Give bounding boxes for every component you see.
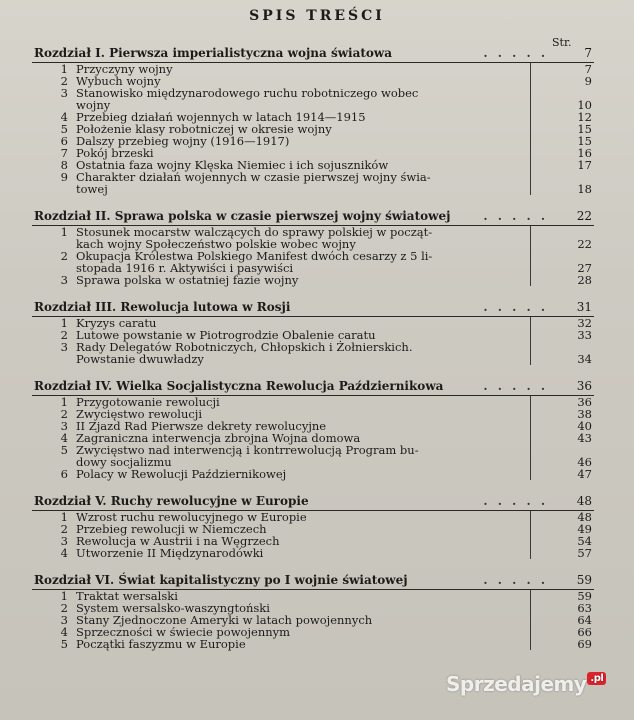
entry-page-number: 66 [577, 625, 592, 639]
entry-number: 5 [60, 122, 68, 136]
entry-title-line: Stany Zjednoczone Ameryki w latach powojennych [76, 613, 373, 627]
chapter-entries [32, 226, 594, 286]
entry-title [76, 250, 562, 274]
page-column-label: Str. [552, 36, 572, 49]
entry-page-number: 47 [577, 467, 592, 481]
entry-page-number: 18 [577, 182, 592, 196]
entry-title-line: stopada 1916 r. Aktywiści i pasywiści [76, 261, 294, 275]
entry-title-line: Powstanie dwuwładzy [76, 352, 204, 366]
toc-entry [32, 226, 594, 250]
entry-title [76, 444, 562, 468]
entry-title-line: Przygotowanie rewolucji [76, 395, 220, 409]
entry-page-number: 27 [577, 261, 592, 275]
chapter-heading [34, 573, 592, 589]
dot-leader: . . . . . [483, 573, 548, 587]
entry-title-line: II Zjazd Rad Pierwsze dekrety rewolucyjne [76, 419, 327, 433]
entry-page-number: 69 [577, 637, 592, 651]
entry-page-number: 9 [584, 74, 592, 88]
toc-entry [32, 87, 594, 111]
entry-title [76, 341, 562, 365]
entry-title-line: System wersalsko-waszyngtoński [76, 601, 270, 615]
chapter-heading [34, 379, 592, 395]
dot-leader: . . . . . [483, 494, 548, 508]
entry-page-number: 33 [577, 328, 592, 342]
toc-entry [32, 547, 594, 559]
dot-leader: . . . . . [483, 379, 548, 393]
entry-number: 6 [60, 467, 68, 481]
entry-page-number: 64 [577, 613, 592, 627]
entry-number: 4 [60, 110, 68, 124]
entry-number: 4 [60, 625, 68, 639]
entry-title-line: Pokój brzeski [76, 146, 154, 160]
entry-page-number: 63 [577, 601, 592, 615]
entry-title-line: kach wojny Społeczeństwo polskie wobec wojny [76, 237, 356, 251]
entry-title-line: Sprzeczności w świecie powojennym [76, 625, 291, 639]
toc-entry [32, 250, 594, 274]
chapter-heading [34, 300, 592, 316]
entry-title-line: Zwycięstwo nad interwencją i kontrrewolucją Program bu- [76, 443, 419, 457]
entry-title [76, 87, 562, 111]
entry-number: 6 [60, 134, 68, 148]
entry-number: 3 [60, 273, 68, 287]
entry-page-number: 28 [577, 273, 592, 287]
entry-title-line: Okupacja Królestwa Polskiego Manifest dwóch cesarzy z 5 li- [76, 249, 433, 263]
entry-title-line: Rady Delegatów Robotniczych, Chłopskich i Żołnierskich. [76, 340, 413, 354]
entry-page-number: 49 [577, 522, 592, 536]
chapter-page-number: 48 [576, 494, 592, 508]
chapter-section [0, 573, 634, 650]
entry-title-line: Rewolucja w Austrii i na Węgrzech [76, 534, 280, 548]
chapter-section [0, 46, 634, 195]
entry-title [76, 547, 562, 559]
chapter-page-number: 59 [576, 573, 592, 587]
watermark-logo: Sprzedajemy .pl [446, 672, 606, 696]
entry-page-number: 15 [577, 134, 592, 148]
entry-number: 3 [60, 86, 68, 100]
table-of-contents [0, 46, 634, 650]
chapter-title: Rozdział VI. Świat kapitalistyczny po I wojnie światowej [34, 573, 408, 587]
entry-number: 3 [60, 419, 68, 433]
entry-number: 3 [60, 534, 68, 548]
entry-number: 9 [60, 170, 68, 184]
chapter-entries [32, 590, 594, 650]
entry-title-line: wojny [76, 98, 111, 112]
entry-title-line: towej [76, 182, 108, 196]
chapter-page-number: 36 [576, 379, 592, 393]
entry-page-number: 10 [577, 98, 592, 112]
entry-title-line: Ostatnia faza wojny Klęska Niemiec i ich sojuszników [76, 158, 389, 172]
toc-entry [32, 444, 594, 468]
entry-number: 8 [60, 158, 68, 172]
entry-page-number: 54 [577, 534, 592, 548]
entry-page-number: 22 [577, 237, 592, 251]
chapter-page-number: 31 [576, 300, 592, 314]
chapter-section [0, 494, 634, 559]
chapter-title: Rozdział V. Ruchy rewolucyjne w Europie [34, 494, 309, 508]
entry-page-number: 16 [577, 146, 592, 160]
chapter-page-number: 7 [584, 46, 592, 60]
chapter-entries [32, 63, 594, 195]
entry-page-number: 32 [577, 316, 592, 330]
entry-title-line: Charakter działań wojennych w czasie pierwszej wojny świa- [76, 170, 431, 184]
entry-page-number: 12 [577, 110, 592, 124]
entry-title-line: Sprawa polska w ostatniej fazie wojny [76, 273, 299, 287]
entry-page-number: 40 [577, 419, 592, 433]
entry-title-line: Kryzys caratu [76, 316, 157, 330]
entry-number: 1 [60, 225, 68, 239]
chapter-section [0, 300, 634, 365]
entry-number: 2 [60, 407, 68, 421]
entry-title-line: Lutowe powstanie w Piotrogrodzie Obalenie caratu [76, 328, 376, 342]
toc-entry [32, 171, 594, 195]
entry-number: 5 [60, 637, 68, 651]
entry-title [76, 226, 562, 250]
entry-title-line: Przebieg działań wojennych w latach 1914—1915 [76, 110, 366, 124]
toc-entry [32, 341, 594, 365]
entry-number: 2 [60, 522, 68, 536]
entry-title-line: dowy socjalizmu [76, 455, 172, 469]
entry-title-line: Stosunek mocarstw walczących do sprawy polskiej w począt- [76, 225, 433, 239]
entry-number: 4 [60, 431, 68, 445]
chapter-section [0, 209, 634, 286]
chapter-page-number: 22 [576, 209, 592, 223]
entry-page-number: 15 [577, 122, 592, 136]
chapter-title: Rozdział I. Pierwsza imperialistyczna wojna światowa [34, 46, 393, 60]
entry-page-number: 7 [584, 62, 592, 76]
entry-title-line: Początki faszyzmu w Europie [76, 637, 246, 651]
dot-leader: . . . . . [483, 209, 548, 223]
entry-page-number: 34 [577, 352, 592, 366]
entry-number: 3 [60, 613, 68, 627]
chapter-heading [34, 46, 592, 62]
entry-title-line: Utworzenie II Międzynarodówki [76, 546, 264, 560]
chapter-heading [34, 494, 592, 510]
page-title: SPIS TREŚCI [249, 8, 385, 24]
entry-title-line: Zwycięstwo rewolucji [76, 407, 203, 421]
entry-number: 2 [60, 601, 68, 615]
entry-title-line: Zagraniczna interwencja zbrojna Wojna domowa [76, 431, 361, 445]
entry-page-number: 36 [577, 395, 592, 409]
entry-title-line: Wybuch wojny [76, 74, 161, 88]
entry-number: 4 [60, 546, 68, 560]
entry-number: 5 [60, 443, 68, 457]
entry-page-number: 17 [577, 158, 592, 172]
entry-title [76, 638, 562, 650]
chapter-heading [34, 209, 592, 225]
entry-page-number: 57 [577, 546, 592, 560]
entry-title-line: Dalszy przebieg wojny (1916—1917) [76, 134, 290, 148]
toc-entry [32, 468, 594, 480]
entry-number: 2 [60, 328, 68, 342]
toc-entry [32, 274, 594, 286]
chapter-entries [32, 396, 594, 480]
dot-leader: . . . . . [483, 300, 548, 314]
entry-number: 1 [60, 510, 68, 524]
entry-number: 2 [60, 249, 68, 263]
entry-title-line: Polacy w Rewolucji Październikowej [76, 467, 287, 481]
chapter-entries [32, 317, 594, 365]
entry-number: 1 [60, 316, 68, 330]
chapter-title: Rozdział II. Sprawa polska w czasie pierwszej wojny światowej [34, 209, 451, 223]
chapter-title: Rozdział III. Rewolucja lutowa w Rosji [34, 300, 291, 314]
entry-title-line: Przebieg rewolucji w Niemczech [76, 522, 267, 536]
entry-title [76, 274, 562, 286]
entry-page-number: 43 [577, 431, 592, 445]
entry-title-line: Traktat wersalski [76, 589, 178, 603]
entry-title-line: Przyczyny wojny [76, 62, 173, 76]
entry-title-line: Położenie klasy robotniczej w okresie wojny [76, 122, 332, 136]
entry-title [76, 468, 562, 480]
entry-number: 2 [60, 74, 68, 88]
entry-number: 3 [60, 340, 68, 354]
entry-number: 1 [60, 395, 68, 409]
entry-number: 7 [60, 146, 68, 160]
entry-page-number: 48 [577, 510, 592, 524]
toc-entry [32, 638, 594, 650]
entry-page-number: 46 [577, 455, 592, 469]
entry-title-line: Wzrost ruchu rewolucyjnego w Europie [76, 510, 307, 524]
chapter-section [0, 379, 634, 480]
entry-title [76, 171, 562, 195]
entry-page-number: 59 [577, 589, 592, 603]
entry-number: 1 [60, 62, 68, 76]
entry-number: 1 [60, 589, 68, 603]
chapter-entries [32, 511, 594, 559]
chapter-title: Rozdział IV. Wielka Socjalistyczna Rewolucja Październikowa [34, 379, 444, 393]
dot-leader: . . . . . [483, 46, 548, 60]
entry-page-number: 38 [577, 407, 592, 421]
entry-title-line: Stanowisko międzynarodowego ruchu robotniczego wobec [76, 86, 419, 100]
